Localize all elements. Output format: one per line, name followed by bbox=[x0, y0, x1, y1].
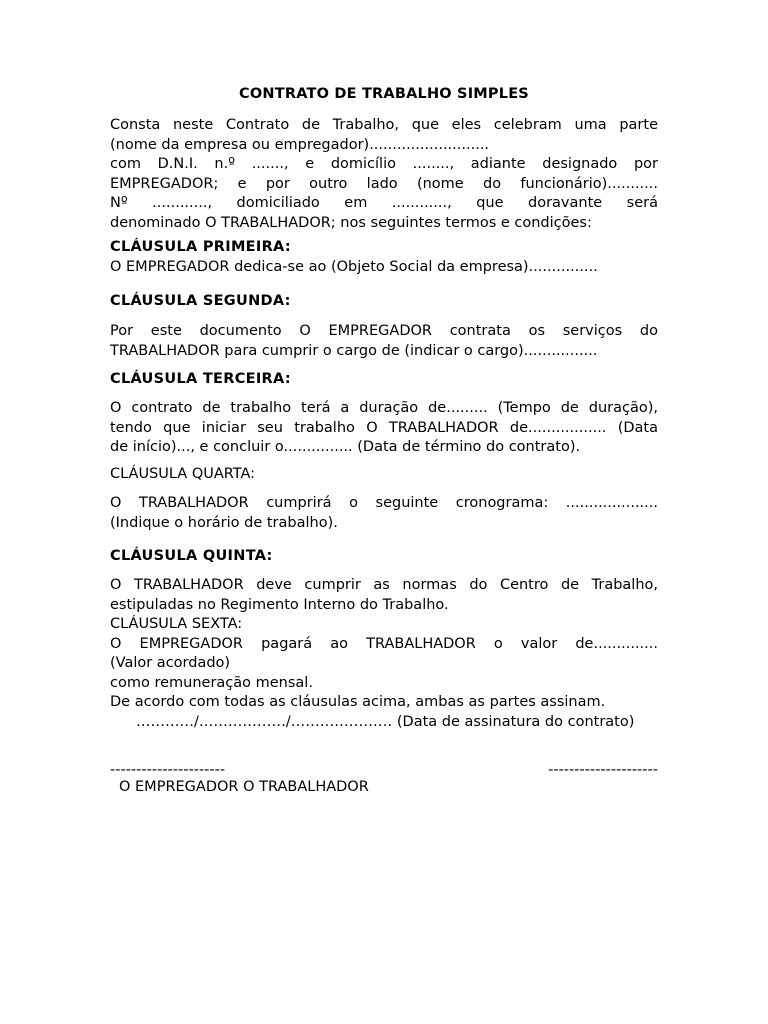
signature-date-line: …………/………………/………………… (Data de assinatura do contrato) bbox=[136, 714, 635, 730]
intro-line: EMPREGADOR; e por outro lado (nome do funcionário)........... bbox=[110, 175, 658, 192]
signature-line-worker: --------------------- bbox=[548, 762, 658, 778]
clause5-heading: CLÁUSULA QUINTA: bbox=[110, 548, 273, 564]
clause2-text-block bbox=[110, 322, 658, 361]
clause5-text-block bbox=[110, 576, 658, 713]
closing-line: De acordo com todas as cláusulas acima, ambas as partes assinam. bbox=[110, 694, 606, 710]
clause4-text-block bbox=[110, 494, 658, 533]
clause4-heading: CLÁUSULA QUARTA: bbox=[110, 466, 256, 482]
intro-line: denominado O TRABALHADOR; nos seguintes termos e condições: bbox=[110, 214, 592, 231]
clause3-line: de início)..., e concluir o............... (Data de término do contrato). bbox=[110, 439, 581, 455]
clause2-heading: CLÁUSULA SEGUNDA: bbox=[110, 293, 291, 309]
clause6-line: O EMPREGADOR pagará ao TRABALHADOR o valor de.............. bbox=[110, 635, 658, 652]
clause1-heading: CLÁUSULA PRIMEIRA: bbox=[110, 239, 291, 255]
clause3-line: tendo que iniciar seu trabalho O TRABALHADOR de................. (Data bbox=[110, 419, 658, 436]
clause4-line: (Indique o horário de trabalho). bbox=[110, 514, 338, 531]
intro-line: Consta neste Contrato de Trabalho, que eles celebram uma parte bbox=[110, 117, 658, 133]
clause5-line: estipuladas no Regimento Interno do Trabalho. bbox=[110, 596, 449, 613]
clause5-line: O TRABALHADOR deve cumprir as normas do Centro de Trabalho, bbox=[110, 577, 658, 593]
clause4-line: O TRABALHADOR cumprirá o seguinte cronograma: .................... bbox=[110, 495, 658, 511]
clause2-line: TRABALHADOR para cumprir o cargo de (indicar o cargo)................ bbox=[110, 342, 598, 359]
clause3-heading: CLÁUSULA TERCEIRA: bbox=[110, 371, 291, 387]
clause3-text-block bbox=[110, 399, 658, 458]
intro-line: Nº ............, domiciliado em ............, que doravante será bbox=[110, 195, 658, 211]
intro-line: (nome da empresa ou empregador).......................... bbox=[110, 136, 490, 153]
intro-paragraph bbox=[110, 116, 658, 233]
clause2-line: Por este documento O EMPREGADOR contrata os serviços do bbox=[110, 323, 658, 339]
clause6-line: (Valor acordado) bbox=[110, 655, 231, 671]
signature-names: O EMPREGADOR O TRABALHADOR bbox=[119, 779, 369, 795]
clause1-text-block bbox=[110, 258, 658, 278]
clause6-heading: CLÁUSULA SEXTA: bbox=[110, 616, 243, 632]
document-title: CONTRATO DE TRABALHO SIMPLES bbox=[239, 86, 529, 102]
intro-line: com D.N.I. n.º ......., e domicílio ........, adiante designado por bbox=[110, 156, 658, 172]
signature-line-employer: ---------------------- bbox=[110, 762, 226, 778]
clause1-text: O EMPREGADOR dedica-se ao (Objeto Social da empresa)............... bbox=[110, 259, 598, 275]
clause3-line: O contrato de trabalho terá a duração de......... (Tempo de duração), bbox=[110, 400, 658, 416]
clause6-line: como remuneração mensal. bbox=[110, 674, 313, 691]
